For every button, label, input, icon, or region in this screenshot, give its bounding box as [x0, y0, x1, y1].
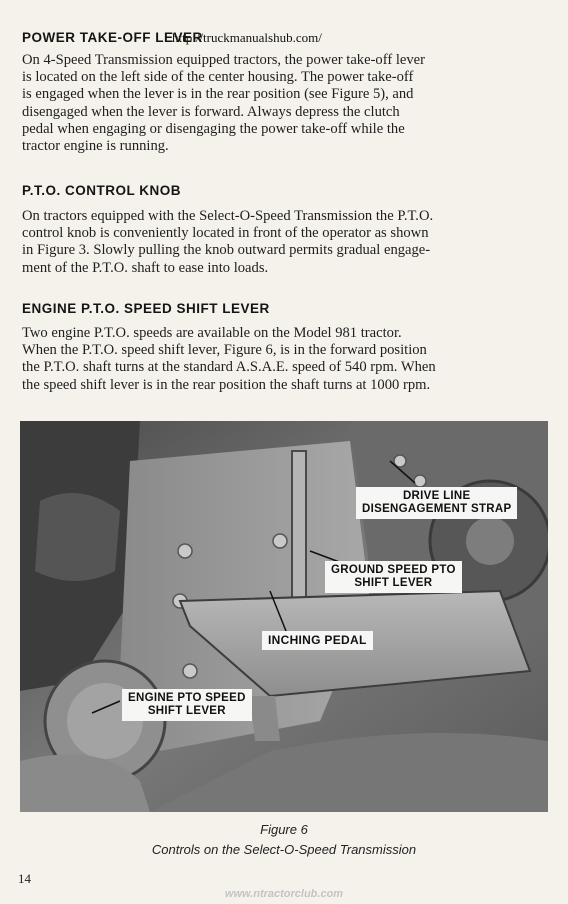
section-heading-power-take-off: POWER TAKE-OFF LEVER [22, 30, 203, 45]
section-body-power-take-off: On 4-Speed Transmission equipped tractors, the power take-off lever is located on the left side of the center housing. The power take-off is engaged when the lever is in the rear position (see Figure 5), and disengaged when the lever is forward. Always depress the clutch pedal when engaging or disengaging the power take-off while the tractor engine is running. [22, 52, 425, 155]
section-heading-pto-control-knob: P.T.O. CONTROL KNOB [22, 183, 182, 198]
figure-caption-text: Controls on the Select-O-Speed Transmission [151, 842, 417, 857]
page-number: 14 [18, 871, 31, 886]
watermark-url: http://truckmanualshub.com/ [172, 30, 322, 45]
watermark-bottom: www.ntractorclub.com [224, 888, 344, 900]
callout-drive-line-disengagement-strap: DRIVE LINE DISENGAGEMENT STRAP [356, 487, 517, 519]
section-body-pto-control-knob: On tractors equipped with the Select-O-Speed Transmission the P.T.O. control knob is conveniently located in front of the operator as shown in Figure 3. Slowly pulling the knob outward permits gradual engage- ment of the P.T.O. shaft to ease into loads. [22, 208, 434, 276]
callout-ground-speed-pto-shift-lever: GROUND SPEED PTO SHIFT LEVER [325, 561, 462, 593]
tractor-controls-illustration [20, 421, 548, 812]
callout-inching-pedal: INCHING PEDAL [262, 631, 373, 650]
callout-engine-pto-speed-shift-lever: ENGINE PTO SPEED SHIFT LEVER [122, 689, 252, 721]
section-body-engine-pto-speed-shift-lever: Two engine P.T.O. speeds are available on the Model 981 tractor. When the P.T.O. speed shift lever, Figure 6, is in the forward position the P.T.O. shaft turns at the standard A.S.A.E. speed of 540 rpm. When the speed shift lever is in the rear position the shaft turns at 1000 rpm. [22, 325, 436, 393]
figure-caption-title: Figure 6 [260, 822, 308, 837]
section-heading-engine-pto-speed-shift-lever: ENGINE P.T.O. SPEED SHIFT LEVER [22, 301, 270, 316]
figure-photo-tractor-controls [20, 421, 548, 812]
